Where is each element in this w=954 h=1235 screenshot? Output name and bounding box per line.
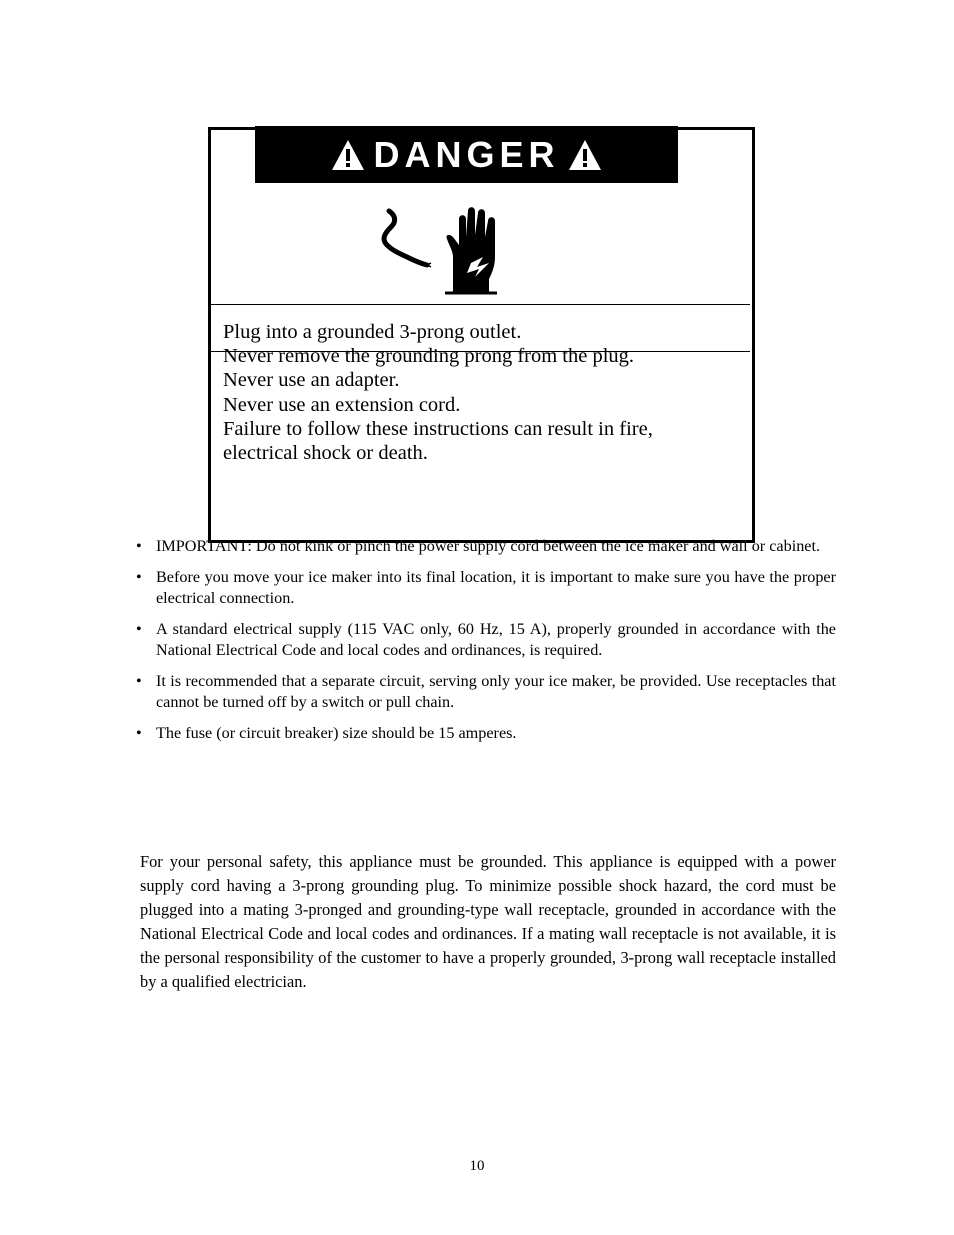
danger-line: Failure to follow these instructions can result in fire, xyxy=(223,417,653,440)
danger-instructions xyxy=(223,320,743,465)
danger-line: Never use an extension cord. xyxy=(223,393,461,416)
warning-triangle-icon xyxy=(331,139,365,171)
electrical-requirements-list xyxy=(134,536,836,754)
divider xyxy=(210,304,750,305)
danger-line: Never remove the grounding prong from the plug. xyxy=(223,345,635,368)
list-item xyxy=(134,536,836,557)
list-item xyxy=(134,723,836,744)
grounding-paragraph: For your personal safety, this appliance must be grounded. This appliance is equipped with a power supply cord having a 3-prong grounding plug. To minimize possible shock hazard, the cord must be plugged into a mating 3-pronged and grounding-type wall receptacle, grounded in accordance with the National Electrical Code and local codes and ordinances. If a mating wall receptacle is not available, it is the personal responsibility of the customer to have a properly grounded, 3-prong wall receptacle installed by a qualified electrician. xyxy=(140,852,836,991)
bullet-marker: • xyxy=(136,724,142,742)
bullet-marker: • xyxy=(136,620,142,638)
electrical-cord-icon xyxy=(384,211,431,267)
danger-heading: DANGER xyxy=(373,133,560,175)
list-item xyxy=(134,671,836,713)
list-item-text: It is recommended that a separate circuit, serving only your ice maker, be provided. Use receptacles that cannot be turned off by a switch or pull chain. xyxy=(156,672,836,711)
page-number: 10 xyxy=(469,1158,485,1174)
danger-banner xyxy=(255,126,678,183)
bullet-marker: • xyxy=(136,537,142,555)
shock-hazard-illustration xyxy=(375,205,535,297)
bullet-marker: • xyxy=(136,672,142,690)
list-item-text: Before you move your ice maker into its final location, it is important to make sure you have the proper electrical connection. xyxy=(156,568,836,607)
list-item-text: IMPORTANT: Do not kink or pinch the power supply cord between the ice maker and wall or cabinet. xyxy=(156,537,821,555)
list-item-text: A standard electrical supply (115 VAC only, 60 Hz, 15 A), properly grounded in accordance with the National Electrical Code and local codes and ordinances, is required. xyxy=(156,620,836,659)
list-item xyxy=(134,567,836,609)
list-item xyxy=(134,619,836,661)
warning-triangle-icon xyxy=(568,139,602,171)
electric-shock-hand-icon xyxy=(445,207,497,293)
danger-line: Plug into a grounded 3-prong outlet. xyxy=(223,321,522,343)
list-item-text: The fuse (or circuit breaker) size should be 15 amperes. xyxy=(156,724,517,742)
danger-line: Never use an adapter. xyxy=(223,369,400,392)
danger-line: electrical shock or death. xyxy=(223,442,428,465)
bullet-marker: • xyxy=(136,568,142,586)
